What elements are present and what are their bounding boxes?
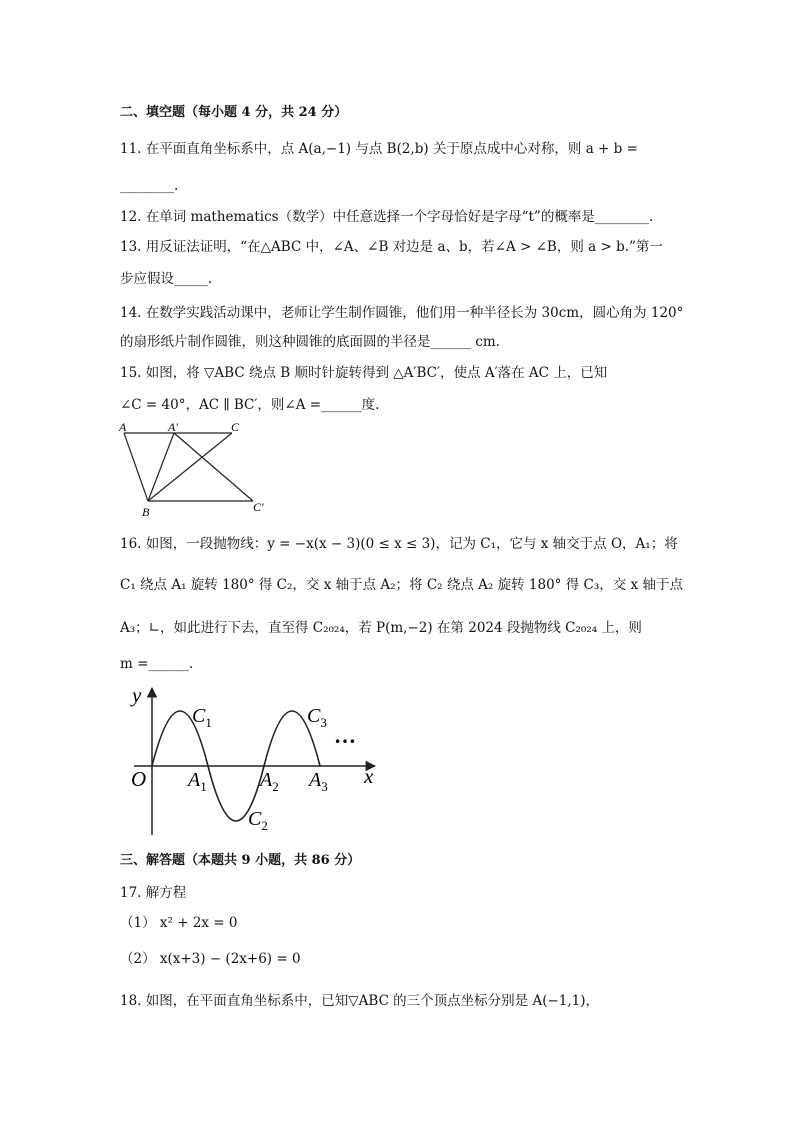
q15-line2: ∠C = 40°，AC ∥ BC′，则∠A =______度. <box>120 397 380 413</box>
label-c2: $C_2$ <box>248 808 268 833</box>
section-2-heading: 二、填空题（每小题 4 分，共 24 分） <box>120 105 348 120</box>
q17-part2: （2） x(x+3) − (2x+6) = 0 <box>120 951 301 967</box>
label-b: B <box>142 505 150 519</box>
q17-part1: （1） x² + 2x = 0 <box>120 915 238 931</box>
label-a: A <box>119 420 127 434</box>
y-axis-label: y <box>132 683 142 707</box>
q11-line1: 11. 在平面直角坐标系中，点 A(a,−1) 与点 B(2,b) 关于原点成中心对称，则 a + b = <box>120 141 638 157</box>
q14-line2: 的扇形纸片制作圆锥，则这种圆锥的底面圆的半径是______ cm. <box>120 334 500 350</box>
label-c-prime: C′ <box>253 500 264 514</box>
q17-title: 17. 解方程 <box>120 885 187 901</box>
q16-line2: C₁ 绕点 A₁ 旋转 180° 得 C₂，交 x 轴于点 A₂；将 C₂ 绕点 A₂ 旋转 180° 得 C₃，交 x 轴于点 <box>120 577 683 593</box>
x-axis-label: x <box>364 764 374 788</box>
q16-line3: A₃；∟，如此进行下去，直至得 C₂₀₂₄，若 P(m,−2) 在第 2024 段抛物线 C₂₀₂₄ 上，则 <box>120 620 642 636</box>
label-c1: $C_1$ <box>192 705 212 730</box>
q13-line1: 13. 用反证法证明，“在△ABC 中，∠A、∠B 对边是 a、b，若∠A > ∠B，则 a > b.”第一 <box>120 239 663 255</box>
label-c: C <box>231 420 240 434</box>
label-a3: $A_3$ <box>309 769 328 794</box>
label-a1: $A_1$ <box>188 769 207 794</box>
ellipsis: … <box>334 723 356 748</box>
q16-line1: 16. 如图，一段抛物线：y = −x(x − 3)(0 ≤ x ≤ 3)，记为 C₁，它与 x 轴交于点 O，A₁；将 <box>120 536 678 552</box>
q15-triangle-figure <box>110 418 280 518</box>
q13-line2: 步应假设_____. <box>120 271 213 287</box>
section-3-heading: 三、解答题（本题共 9 小题，共 86 分） <box>120 853 361 868</box>
label-c3: $C_3$ <box>307 705 327 730</box>
q11-line2: ________. <box>120 178 179 194</box>
label-a2: $A_2$ <box>260 769 279 794</box>
q14-line1: 14. 在数学实践活动课中，老师让学生制作圆锥，他们用一种半径长为 30cm，圆心角为 120° <box>120 305 684 321</box>
q16-line4: m =______. <box>120 656 194 672</box>
label-a-prime: A′ <box>168 420 178 434</box>
q16-parabola-figure <box>110 680 400 840</box>
q12: 12. 在单词 mathematics（数学）中任意选择一个字母恰好是字母“t”的概率是________. <box>120 209 654 225</box>
origin-label: O <box>131 767 147 791</box>
edge-a1c1 <box>174 433 253 501</box>
edge-ab <box>124 433 148 501</box>
q18: 18. 如图，在平面直角坐标系中，已知▽ABC 的三个顶点坐标分别是 A(−1,1)， <box>120 993 600 1009</box>
q15-line1: 15. 如图，将 ▽ABC 绕点 B 顺时针旋转得到 △A′BC′，使点 A′落在 AC 上，已知 <box>120 365 608 381</box>
